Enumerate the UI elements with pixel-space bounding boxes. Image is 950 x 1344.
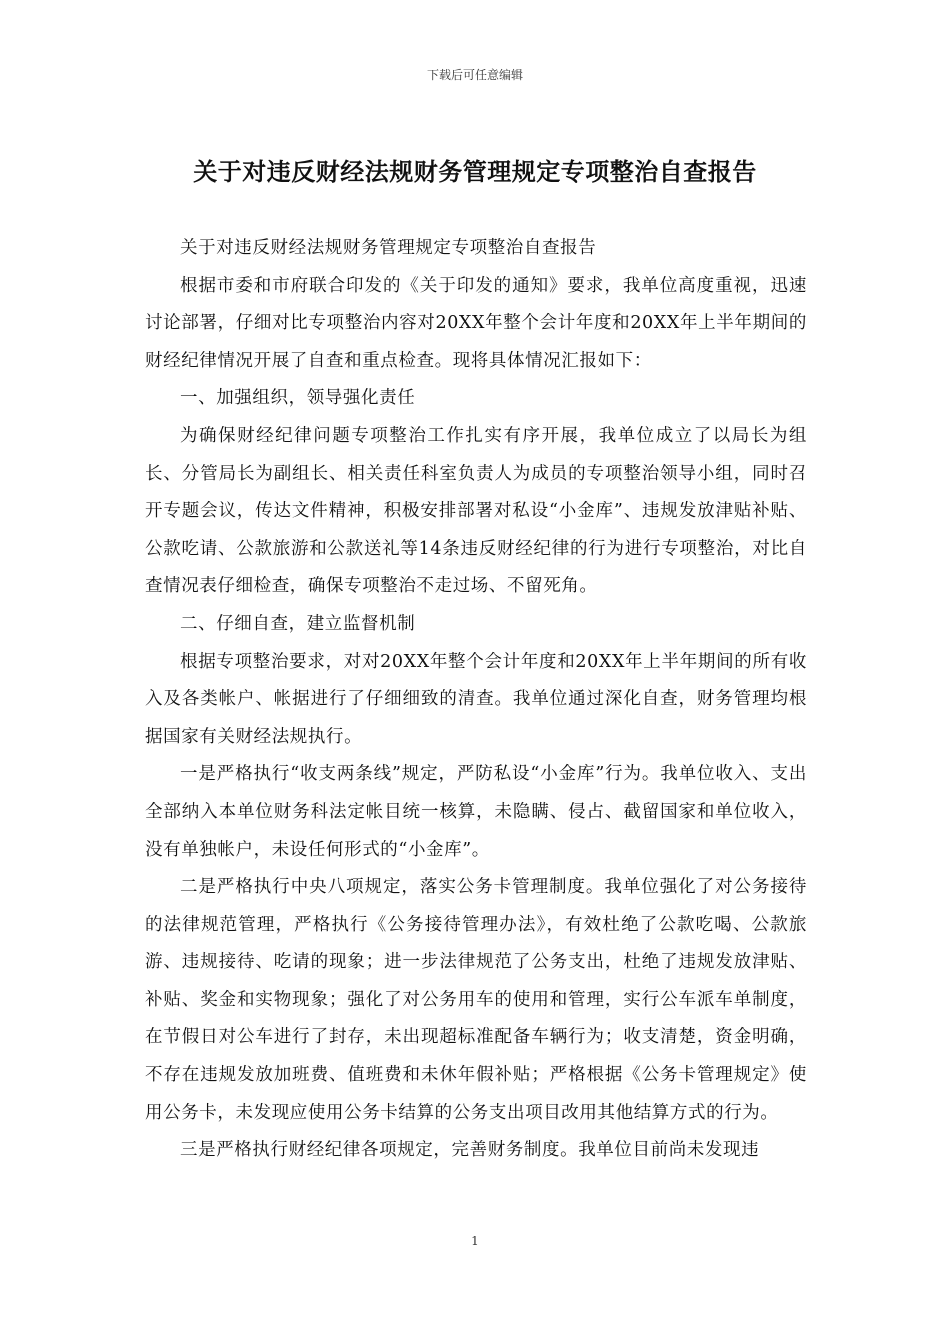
section-heading-2: 二、仔细自查，建立监督机制	[180, 613, 416, 634]
document-body	[145, 230, 807, 1170]
section-heading-1: 一、加强组织，领导强化责任	[180, 388, 416, 409]
paragraph-point-3: 三是严格执行财经纪律各项规定，完善财务制度。我单位目前尚未发现违	[180, 1140, 760, 1161]
paragraph-self-check: 根据专项整治要求，对对20XX年整个会计年度和20XX年上半年期间的所有收入及各类帐户、帐据进行了仔细细致的清查。我单位通过深化自查，财务管理均根据国家有关财经法规执行。	[145, 651, 807, 747]
paragraph-intro: 根据市委和市府联合印发的《关于印发的通知》要求，我单位高度重视，迅速讨论部署，仔细对比专项整治内容对20XX年整个会计年度和20XX年上半年期间的财经纪律情况开展了自查和重点检查。现将具体情况汇报如下：	[145, 275, 807, 371]
header-note: 下载后可任意编辑	[426, 68, 523, 82]
page-number: 1	[471, 1234, 479, 1248]
document-title: 关于对违反财经法规财务管理规定专项整治自查报告	[193, 158, 757, 186]
paragraph-point-1: 一是严格执行“收支两条线”规定，严防私设“小金库”行为。我单位收入、支出全部纳入本单位财务科法定帐目统一核算，未隐瞒、侵占、截留国家和单位收入，没有单独帐户，未设任何形式的“小金库”。	[145, 764, 807, 860]
paragraph-point-2: 二是严格执行中央八项规定，落实公务卡管理制度。我单位强化了对公务接待的法律规范管理，严格执行《公务接待管理办法》，有效杜绝了公款吃喝、公款旅游、违规接待、吃请的现象；进一步法律规范了公务支出，杜绝了违规发放津贴、补贴、奖金和实物现象；强化了对公务用车的使用和管理，实行公车派车单制度，在节假日对公车进行了封存，未出现超标准配备车辆行为；收支清楚，资金明确，不存在违规发放加班费、值班费和未休年假补贴；严格根据《公务卡管理规定》使用公务卡，未发现应使用公务卡结算的公务支出项目改用其他结算方式的行为。	[145, 877, 807, 1123]
paragraph-organization: 为确保财经纪律问题专项整治工作扎实有序开展，我单位成立了以局长为组长、分管局长为副组长、相关责任科室负责人为成员的专项整治领导小组，同时召开专题会议，传达文件精神，积极安排部署对私设“小金库”、违规发放津贴补贴、公款吃请、公款旅游和公款送礼等14条违反财经纪律的行为进行专项整治，对比自查情况表仔细检查，确保专项整治不走过场、不留死角。	[145, 425, 807, 597]
paragraph-subtitle: 关于对违反财经法规财务管理规定专项整治自查报告	[180, 238, 597, 258]
